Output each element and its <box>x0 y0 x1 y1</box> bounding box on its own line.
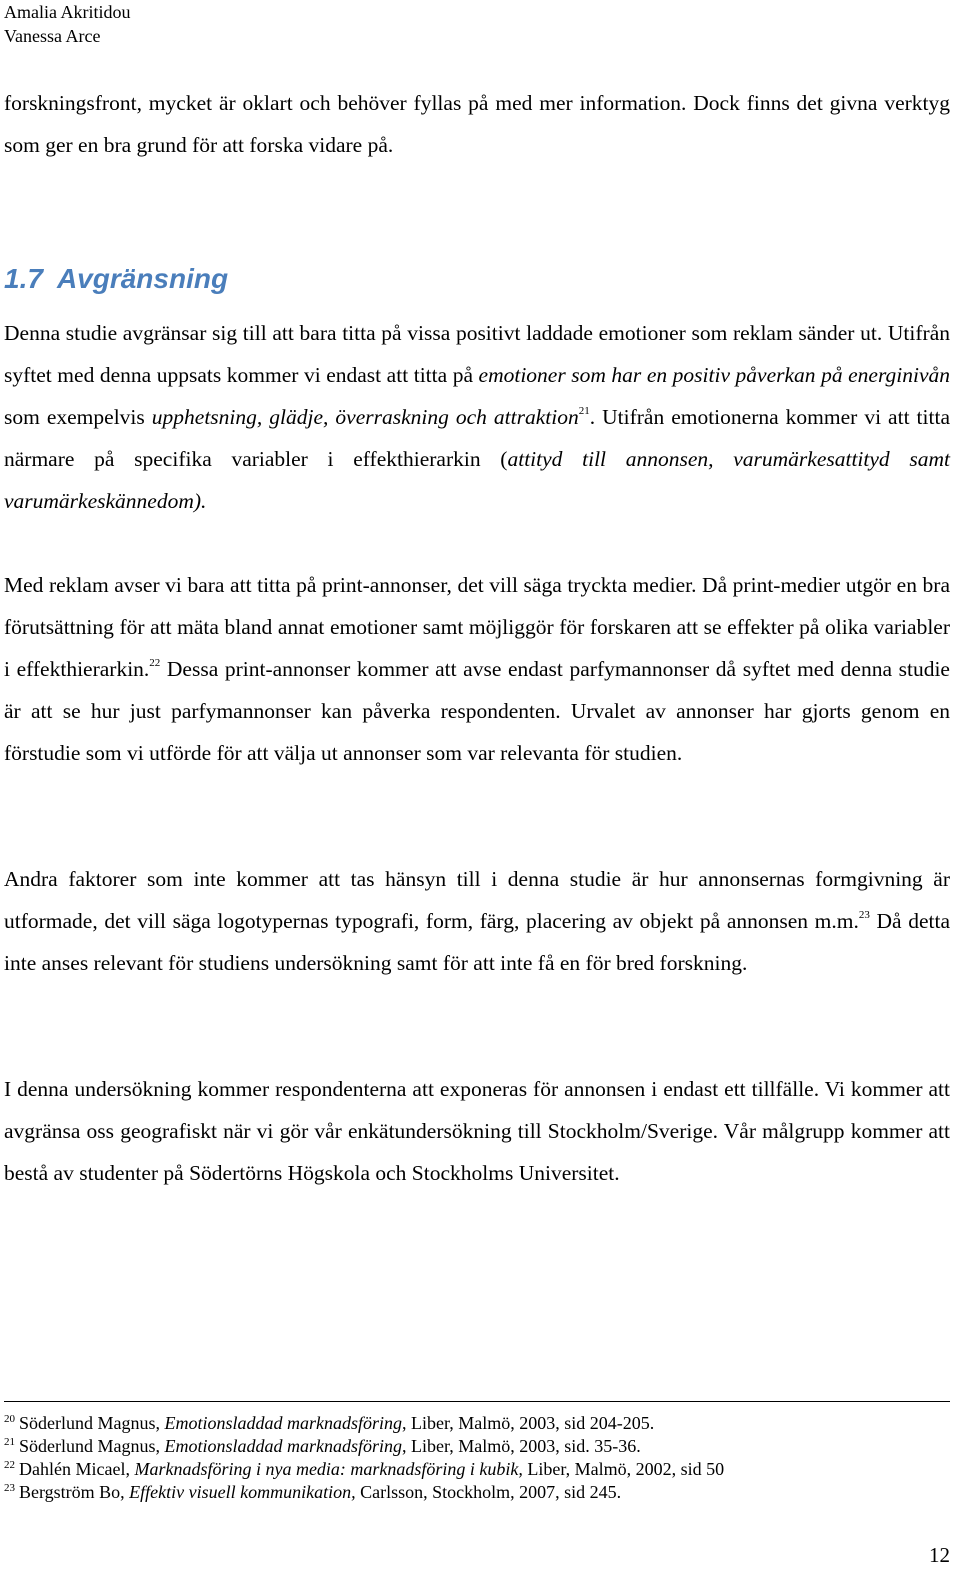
footnote-number: 20 <box>4 1413 15 1425</box>
footnote-text: Söderlund Magnus, <box>19 1436 165 1456</box>
paragraph-text: Dessa print-annonser kommer att avse endast parfymannonser då syftet med denna studie är att se hur just parfymannonser kan påverka respondenten. Urvalet av annonser har gjorts genom en förstudie som vi utförde för att välja ut annonser som var relevanta för studien. <box>4 657 950 765</box>
footnotes <box>4 1412 950 1504</box>
footnote <box>4 1435 950 1458</box>
paragraph-text: Denna studie avgränsar sig till att bara titta på vissa positivt laddade emotioner som reklam sänder ut. Utifrån syftet med denna uppsats kommer vi endast att titta på <box>4 321 950 387</box>
page-number: 12 <box>929 1543 950 1567</box>
italic-phrase: upphetsning, glädje, överraskning och attraktion <box>151 405 579 429</box>
footnote-text: , Liber, Malmö, 2003, sid. 35-36. <box>402 1436 641 1456</box>
italic-phrase: emotioner som har en positiv påverkan på energinivån <box>478 363 950 387</box>
paragraph-text: som exempelvis <box>4 405 152 429</box>
paragraph-text: I denna undersökning kommer respondenterna att exponeras för annonsen i endast ett tillfälle. Vi kommer att avgränsa oss geografiskt när vi gör vår enkätundersökning till Stockholm/Sverige. Vår målgrupp kommer att bestå av studenter på Södertörns Högskola och Stockholms Universitet. <box>4 1077 950 1185</box>
italic-phrase: attityd till annonsen, varumärkesattityd samt varumärkeskännedom). <box>4 447 950 513</box>
author-name: Vanessa Arce <box>4 26 101 46</box>
footnote-title: Effektiv visuell kommunikation, <box>129 1482 356 1502</box>
footnote-number: 22 <box>4 1459 15 1471</box>
footnote-ref[interactable]: 22 <box>149 657 161 669</box>
footnote-text: Dahlén Micael, <box>19 1459 135 1479</box>
author-name: Amalia Akritidou <box>4 2 131 22</box>
paragraph-text: . Utifrån emotionerna kommer vi att titta närmare på specifika variabler i effekthierarkin ( <box>4 405 950 471</box>
paragraph-4 <box>4 1068 950 1194</box>
footnote-text: Söderlund Magnus, <box>19 1413 165 1433</box>
footnote-title: Emotionsladdad marknadsföring <box>164 1413 403 1433</box>
footnote-number: 21 <box>4 1436 15 1448</box>
footnote-text: Carlsson, Stockholm, 2007, sid 245. <box>355 1482 622 1502</box>
footnote-separator <box>4 1401 950 1402</box>
section-number: 1.7 <box>4 263 43 294</box>
footnote-title: Marknadsföring i nya media: marknadsföring i kubik, <box>134 1459 523 1479</box>
footnote-number: 23 <box>4 1482 15 1494</box>
footnote <box>4 1481 950 1504</box>
paragraph-text: Med reklam avser vi bara att titta på print-annonser, det vill säga tryckta medier. Då print-medier utgör en bra förutsättning för att mäta bland annat emotioner samt möjliggör för forskaren att se effekter på olika variabler i effekthierarkin. <box>4 573 950 681</box>
footnote-text: Liber, Malmö, 2002, sid 50 <box>522 1459 725 1479</box>
paragraph-2 <box>4 564 950 774</box>
footnote-text: Bergström Bo, <box>19 1482 130 1502</box>
paragraph-1 <box>4 312 950 522</box>
paragraph-text: Andra faktorer som inte kommer att tas hänsyn till i denna studie är hur annonsernas formgivning är utformade, det vill säga logotypernas typografi, form, färg, placering av objekt på annonsen m.m. <box>4 867 950 933</box>
footnote-text: , Liber, Malmö, 2003, sid 204-205. <box>402 1413 655 1433</box>
footnote-ref[interactable]: 23 <box>858 909 870 921</box>
footnote-title: Emotionsladdad marknadsföring <box>164 1436 403 1456</box>
footnote <box>4 1458 950 1481</box>
footnote-ref[interactable]: 21 <box>578 405 590 417</box>
paragraph-text: Då detta inte anses relevant för studiens undersökning samt för att inte få en för bred forskning. <box>4 909 950 975</box>
section-title: Avgränsning <box>56 263 229 294</box>
paragraph-text: forskningsfront, mycket är oklart och behöver fyllas på med mer information. Dock finns det givna verktyg som ger en bra grund för att forska vidare på. <box>4 91 950 157</box>
page-header <box>4 0 130 48</box>
intro-paragraph <box>4 82 950 166</box>
paragraph-3 <box>4 858 950 984</box>
section-heading <box>4 258 228 300</box>
footnote <box>4 1412 950 1435</box>
